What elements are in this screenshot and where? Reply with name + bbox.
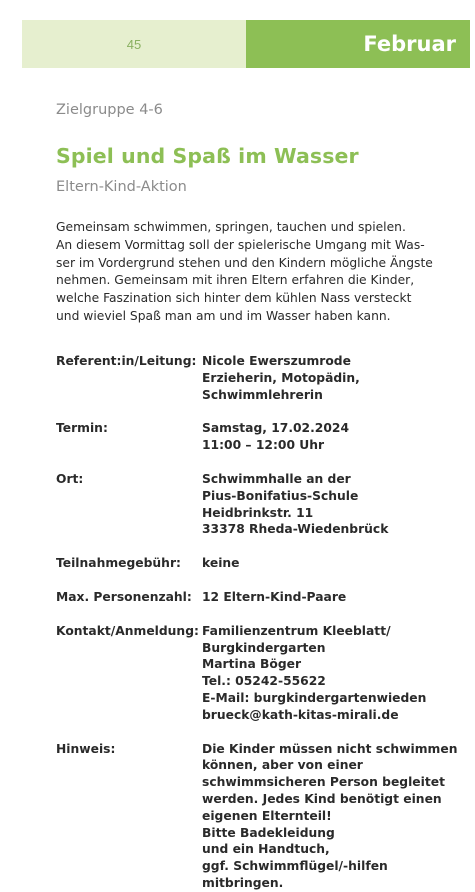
detail-row-ort <box>56 471 456 538</box>
month-banner <box>246 20 470 68</box>
detail-label: Ort: <box>56 471 84 486</box>
detail-value <box>202 420 349 454</box>
detail-line: Schwimmhalle an der <box>202 471 351 486</box>
detail-row-fee <box>56 555 456 572</box>
detail-line: Die Kinder müssen nicht schwimmen <box>202 741 458 756</box>
detail-line: schwimmsicheren Person begleitet <box>202 775 445 790</box>
detail-line: eigenen Elternteil! <box>202 808 332 823</box>
target-group: Zielgruppe 4-6 <box>56 102 163 118</box>
detail-line: Martina Böger <box>202 657 302 672</box>
description-line: An diesem Vormittag soll der spielerische Umgang mit Was- <box>56 237 425 252</box>
detail-label: Termin: <box>56 421 108 436</box>
page-number: 45 <box>126 36 142 52</box>
detail-label: Max. Personenzahl: <box>56 589 192 604</box>
detail-value <box>202 353 360 403</box>
month-label: Februar <box>363 32 456 56</box>
detail-line: können, aber von einer <box>202 758 363 773</box>
detail-line: Tel.: 05242-55622 <box>202 674 326 689</box>
detail-value <box>202 471 388 538</box>
description-line: ser im Vordergrund stehen und den Kindern mögliche Ängste <box>56 255 433 270</box>
detail-line: 12 Eltern-Kind-Paare <box>202 589 347 604</box>
detail-line: ggf. Schwimmflügel/-hilfen <box>202 859 388 874</box>
page-number-box <box>22 20 246 68</box>
detail-line: Burgkindergarten <box>202 640 326 655</box>
detail-line: Erzieherin, Motopädin, <box>202 370 360 385</box>
detail-row-contact <box>56 623 456 724</box>
detail-label: Referent:in/Leitung: <box>56 354 197 368</box>
event-description <box>56 219 441 326</box>
detail-line: mitbringen. <box>202 875 284 890</box>
detail-value <box>202 589 346 606</box>
detail-row-hinweis <box>56 741 456 892</box>
detail-value <box>202 741 457 892</box>
detail-line: E-Mail: burgkindergartenwieden <box>202 690 427 705</box>
detail-label: Kontakt/Anmeldung: <box>56 623 199 638</box>
detail-line: Pius-Bonifatius-Schule <box>202 488 359 503</box>
detail-row-termin <box>56 420 456 454</box>
detail-line: und ein Handtuch, <box>202 842 330 857</box>
detail-line: Samstag, 17.02.2024 <box>202 421 350 436</box>
detail-line: keine <box>202 556 240 571</box>
event-details <box>56 353 456 892</box>
detail-line: 33378 Rheda-Wiedenbrück <box>202 522 389 537</box>
detail-label: Teilnahmegebühr: <box>56 556 181 571</box>
detail-line: Familienzentrum Kleeblatt/ <box>202 623 391 638</box>
page-header <box>22 20 470 68</box>
description-line: und wieviel Spaß man am und im Wasser haben kann. <box>56 308 391 323</box>
description-line: welche Faszination sich hinter dem kühlen Nass versteckt <box>56 291 412 306</box>
detail-value <box>202 623 426 724</box>
detail-line: 11:00 – 12:00 Uhr <box>202 438 325 453</box>
detail-line: werden. Jedes Kind benötigt einen <box>202 791 442 806</box>
detail-line: Heidbrinkstr. 11 <box>202 505 314 520</box>
description-line: nehmen. Gemeinsam mit ihren Eltern erfahren die Kinder, <box>56 273 415 288</box>
detail-line: Nicole Ewerszumrode <box>202 354 351 368</box>
detail-row-referent <box>56 353 456 403</box>
description-line: Gemeinsam schwimmen, springen, tauchen und spielen. <box>56 220 406 234</box>
detail-value <box>202 555 240 572</box>
event-subtitle: Eltern-Kind-Aktion <box>56 179 187 195</box>
detail-line: Schwimmlehrerin <box>202 387 323 402</box>
detail-row-max-persons <box>56 589 456 606</box>
event-title: Spiel und Spaß im Wasser <box>56 144 359 168</box>
detail-line: Bitte Badekleidung <box>202 825 335 840</box>
detail-label: Hinweis: <box>56 741 116 756</box>
detail-line: brueck@kath-kitas-mirali.de <box>202 707 399 722</box>
